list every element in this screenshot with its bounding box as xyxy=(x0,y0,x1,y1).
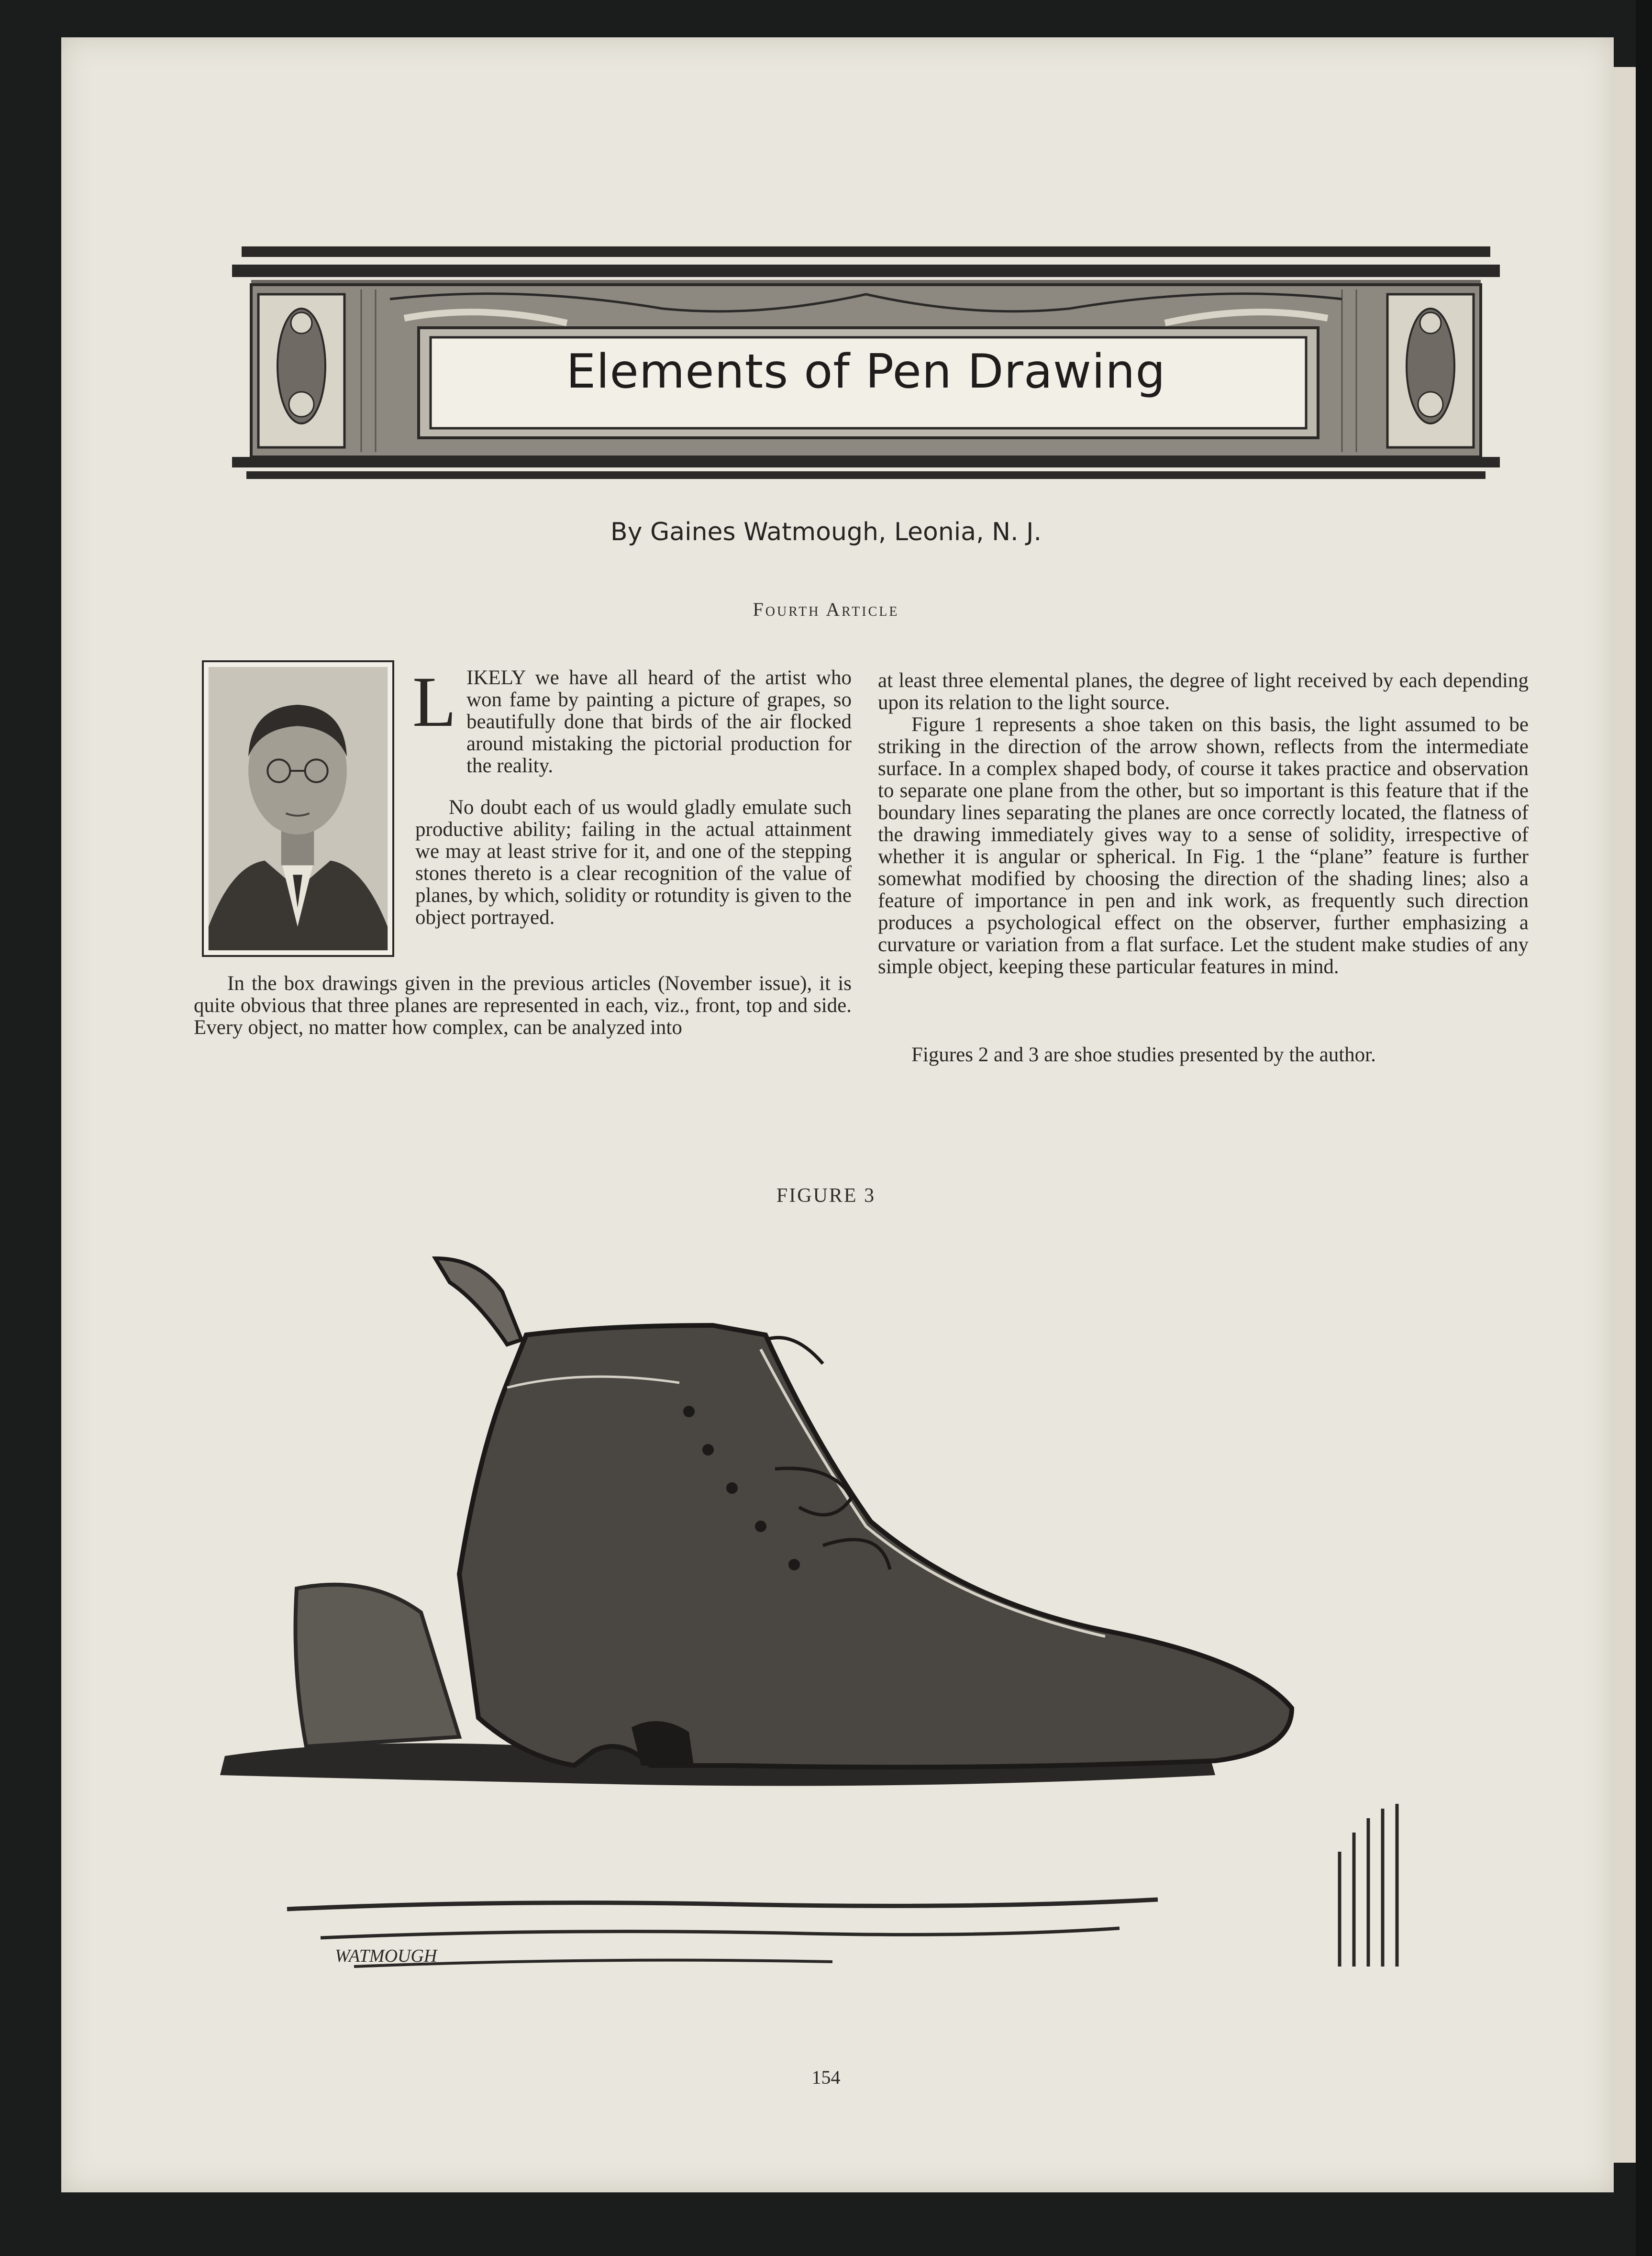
artist-signature: WATMOUGH xyxy=(335,1946,437,1966)
binding-shadow xyxy=(1636,0,1652,2256)
column-2-paragraph-3: Figures 2 and 3 are shoe studies presented by the author. xyxy=(911,1044,1376,1066)
drop-cap: L xyxy=(412,662,456,742)
column-1-paragraph-3: In the box drawings given in the previous articles (November issue), it is quite obvious that three planes are represented in each, viz., front, top and side. Every object, no matter how complex, can be analyzed into xyxy=(194,972,852,1039)
column-2-paragraph-2: Figure 1 represents a shoe taken on this basis, the light assumed to be striking in the direction of the arrow shown, reflects from the intermediate surface. In a complex shaped body, of course it takes practice and observation to separate one plane from the other, but so important is this feature that if the boundary lines separating the planes are once correctly located, the flatness of the drawing immediately gives way to a sense of solidity, irrespective of whether it is angular or spherical. In Fig. 1 the “plane” feature is further somewhat modified by choosing the direction of the shading lines; also a feature of importance in pen and ink work, as frequently such direction produces a psychological effect on the observer, further emphasizing a curvature or variation from a flat surface. Let the student make studies of any simple object, keeping these particular features in mind. xyxy=(878,713,1529,978)
column-1-paragraph-2: No doubt each of us would gladly emulate such productive ability; failing in the actual attainment we may at least strive for it, and one of the stepping stones thereto is a clear recognition of the value of planes, by which, solidity or rotundity is given to the object portrayed. xyxy=(415,796,852,929)
column-2-paragraph-1: at least three elemental planes, the degree of light received by each depending upon its relation to the light source. xyxy=(878,669,1529,714)
author-byline: By Gaines Watmough, Leonia, N. J. xyxy=(610,518,1042,546)
column-1-paragraph-1: IKELY we have all heard of the artist who won fame by painting a picture of grapes, so beautifully done that birds of the air flocked around mistaking the pictorial production for the reality. xyxy=(466,667,852,777)
page-number: 154 xyxy=(811,2067,841,2088)
series-label: Fourth Article xyxy=(753,599,899,620)
figure-caption: FIGURE 3 xyxy=(776,1185,876,1207)
next-page-edge xyxy=(1614,67,1636,2163)
author-portrait xyxy=(202,660,394,957)
shoe-illustration xyxy=(211,1239,1493,2043)
article-title: Elements of Pen Drawing xyxy=(566,345,1166,399)
